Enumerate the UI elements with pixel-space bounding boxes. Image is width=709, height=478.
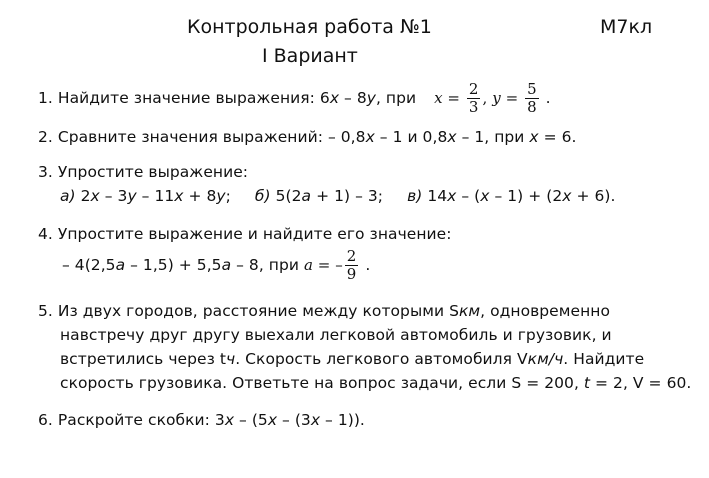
task-6-number: 6. bbox=[38, 411, 53, 429]
var-a: a bbox=[115, 256, 126, 274]
task-4 bbox=[38, 225, 452, 243]
task-6-text: – (3 bbox=[277, 411, 311, 429]
item-label: в) bbox=[407, 187, 423, 205]
task-5-text: , одновременно bbox=[480, 302, 610, 320]
var-x: x bbox=[562, 187, 572, 205]
task-5-number: 5. bbox=[38, 302, 53, 320]
task-5-text: встретились через t bbox=[60, 350, 226, 368]
var-x: x bbox=[267, 411, 278, 429]
task-2-text: Сравните значения выражений: – 0,8 bbox=[57, 128, 366, 146]
task-5-line-1 bbox=[38, 302, 610, 320]
comma: , bbox=[482, 89, 488, 107]
task-1-minus: – 8 bbox=[339, 89, 367, 107]
fraction-y-value bbox=[525, 81, 539, 116]
expr-part: + 6). bbox=[571, 187, 616, 205]
task-3a bbox=[60, 187, 231, 205]
task-5-text: = 2, V = 60. bbox=[590, 374, 692, 392]
var-x: x bbox=[310, 411, 321, 429]
var-t: t bbox=[583, 374, 591, 392]
task-5-text: . Скорость легкового автомобиля V bbox=[235, 350, 528, 368]
document-title: Контрольная работа №1 bbox=[187, 16, 432, 38]
expr-part: – 1,5) + 5,5 bbox=[125, 256, 222, 274]
var-x: x bbox=[447, 128, 457, 146]
var-y: y bbox=[127, 187, 137, 205]
task-2-number: 2. bbox=[38, 128, 53, 146]
task-4-text: Упростите выражение и найдите его значение: bbox=[57, 225, 452, 243]
task-4-number: 4. bbox=[38, 225, 53, 243]
task-6 bbox=[38, 411, 365, 429]
task-2-text: – 1, при bbox=[456, 128, 530, 146]
var-x: x bbox=[174, 187, 184, 205]
task-1 bbox=[38, 78, 551, 118]
expr-part: – 4(2,5 bbox=[62, 256, 116, 274]
task-3-items bbox=[60, 187, 615, 205]
var-x: x bbox=[480, 187, 490, 205]
task-5-line-2: навстречу друг другу выехали легковой автомобиль и грузовик, и bbox=[60, 326, 612, 344]
equals-sign: = bbox=[500, 89, 524, 107]
expr-part: – 11 bbox=[136, 187, 175, 205]
expr-part: – ( bbox=[456, 187, 481, 205]
expr-part: – 8, при bbox=[231, 256, 304, 274]
task-2-text: – 1 и 0,8 bbox=[374, 128, 448, 146]
var-a: a bbox=[221, 256, 232, 274]
expr-part: 14 bbox=[422, 187, 448, 205]
task-3 bbox=[38, 163, 248, 181]
task-3-number: 3. bbox=[38, 163, 53, 181]
task-2-text: = 6. bbox=[538, 128, 577, 146]
expr-part: 2 bbox=[75, 187, 91, 205]
expr-part: + 8 bbox=[183, 187, 217, 205]
var-y-math: y bbox=[492, 89, 501, 107]
task-5-line-3 bbox=[60, 350, 644, 368]
var-x: x bbox=[224, 411, 235, 429]
fraction-numerator: 2 bbox=[468, 80, 479, 98]
item-label: а) bbox=[60, 187, 76, 205]
expr-part: 5(2 bbox=[270, 187, 302, 205]
var-x: x bbox=[329, 89, 340, 107]
var-x: x bbox=[365, 128, 375, 146]
equals-sign: = bbox=[442, 89, 465, 107]
expr-part: ; bbox=[225, 187, 231, 205]
var-x-math: x bbox=[434, 89, 443, 107]
task-5-text: Из двух городов, расстояние между которыми S bbox=[57, 302, 459, 320]
task-6-text: – (5 bbox=[234, 411, 268, 429]
item-label: б) bbox=[254, 187, 271, 205]
fraction-numerator: 5 bbox=[527, 80, 537, 98]
task-1-text: Найдите значение выражения: 6 bbox=[57, 89, 330, 107]
task-4-expression bbox=[62, 245, 370, 285]
fraction-denominator: 9 bbox=[346, 265, 357, 283]
unit-kmh: км/ч bbox=[527, 350, 564, 368]
task-5-text: . Найдите bbox=[563, 350, 645, 368]
var-x: x bbox=[90, 187, 100, 205]
var-y: y bbox=[366, 89, 376, 107]
var-a: a bbox=[301, 187, 312, 205]
var-x: x bbox=[447, 187, 457, 205]
expr-part: – 3 bbox=[99, 187, 128, 205]
task-3c bbox=[407, 187, 615, 205]
fraction-denominator: 8 bbox=[527, 98, 537, 116]
task-4-end: . bbox=[365, 256, 371, 274]
expr-part: – 1) + (2 bbox=[489, 187, 563, 205]
task-5-line-4 bbox=[60, 374, 691, 392]
task-1-at: , при bbox=[375, 89, 417, 107]
task-6-text: Раскройте скобки: 3 bbox=[57, 411, 225, 429]
fraction-numerator: 2 bbox=[346, 247, 357, 265]
unit-km: км bbox=[458, 302, 481, 320]
var-a-math: a bbox=[303, 256, 313, 274]
unit-hour: ч bbox=[226, 350, 236, 368]
var-y: y bbox=[216, 187, 226, 205]
fraction-a-value bbox=[345, 248, 359, 283]
task-2 bbox=[38, 128, 577, 146]
task-1-number: 1. bbox=[38, 89, 53, 107]
task-6-text: – 1)). bbox=[320, 411, 365, 429]
equals-sign: = – bbox=[312, 256, 343, 274]
task-3b bbox=[255, 187, 383, 205]
fraction-denominator: 3 bbox=[468, 98, 479, 116]
grade-label: М7кл bbox=[600, 16, 653, 38]
task-3-text: Упростите выражение: bbox=[57, 163, 249, 181]
var-x: x bbox=[529, 128, 539, 146]
task-5-text: скорость грузовика. Ответьте на вопрос задачи, если S = 200, bbox=[60, 374, 584, 392]
variant-label: I Вариант bbox=[262, 45, 358, 67]
task-1-end: . bbox=[545, 89, 551, 107]
expr-part: + 1) – 3; bbox=[311, 187, 384, 205]
fraction-x-value bbox=[467, 81, 481, 116]
